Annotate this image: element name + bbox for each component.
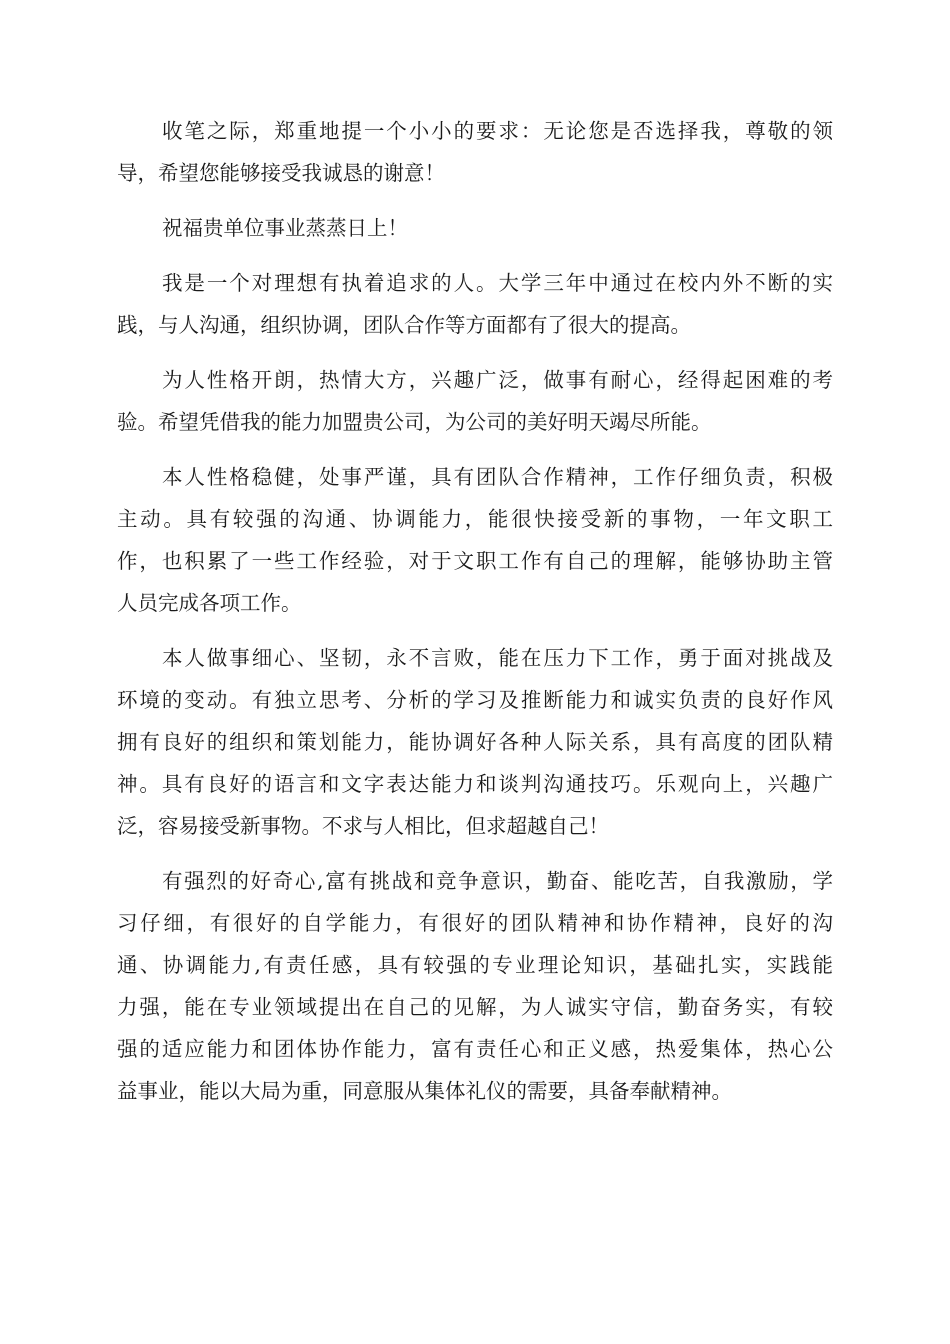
text-line: 验。希望凭借我的能力加盟贵公司，为公司的美好明天竭尽所能。 [117, 410, 712, 434]
text-line: 习仔细，有很好的自学能力，有很好的团队精神和协作精神，良好的沟 [117, 911, 833, 935]
text-line: 主动。具有较强的沟通、协调能力，能很快接受新的事物，一年文职工 [117, 507, 833, 531]
text-line: 益事业，能以大局为重，同意服从集体礼仪的需要，具备奉献精神。 [117, 1079, 732, 1103]
paragraph-blessing [117, 207, 833, 249]
text-line: 践，与人沟通，组织协调，团队合作等方面都有了很大的提高。 [117, 313, 691, 337]
text-line: 泛，容易接受新事物。不求与人相比，但求超越自己！ [117, 814, 609, 838]
text-line: 拥有良好的组织和策划能力，能协调好各种人际关系，具有高度的团队精 [117, 730, 833, 754]
text-line: 本人做事细心、坚韧，永不言败，能在压力下工作，勇于面对挑战及 [162, 646, 833, 670]
text-line: 环境的变动。有独立思考、分析的学习及推断能力和诚实负责的良好作风 [117, 688, 833, 712]
paragraph-qualities [117, 860, 833, 1112]
text-line: 强的适应能力和团体协作能力，富有责任心和正义感，热爱集体，热心公 [117, 1037, 833, 1061]
text-line: 我是一个对理想有执着追求的人。大学三年中通过在校内外不断的实 [162, 271, 833, 295]
text-line: 作，也积累了一些工作经验，对于文职工作有自己的理解，能够协助主管 [117, 549, 833, 573]
paragraph-ideals [117, 262, 833, 346]
text-line: 为人性格开朗，热情大方，兴趣广泛，做事有耐心，经得起困难的考 [162, 368, 833, 392]
paragraph-closing-request [117, 110, 833, 194]
text-line: 导，希望您能够接受我诚恳的谢意！ [117, 161, 445, 185]
paragraph-work-experience [117, 456, 833, 624]
paragraph-personality [117, 359, 833, 443]
text-line: 力强，能在专业领域提出在自己的见解，为人诚实守信，勤奋务实，有较 [117, 995, 833, 1019]
text-line: 通、协调能力,有责任感，具有较强的专业理论知识，基础扎实，实践能 [117, 953, 833, 977]
text-line: 本人性格稳健，处事严谨，具有团队合作精神，工作仔细负责，积极 [162, 465, 833, 489]
text-line: 祝福贵单位事业蒸蒸日上！ [162, 216, 408, 240]
text-line: 收笔之际，郑重地提一个小小的要求：无论您是否选择我，尊敬的领 [162, 119, 833, 143]
document-body [117, 110, 833, 1125]
text-line: 人员完成各项工作。 [117, 591, 302, 615]
paragraph-strengths [117, 637, 833, 847]
text-line: 有强烈的好奇心,富有挑战和竞争意识，勤奋、能吃苦，自我激励，学 [162, 869, 833, 893]
text-line: 神。具有良好的语言和文字表达能力和谈判沟通技巧。乐观向上，兴趣广 [117, 772, 833, 796]
